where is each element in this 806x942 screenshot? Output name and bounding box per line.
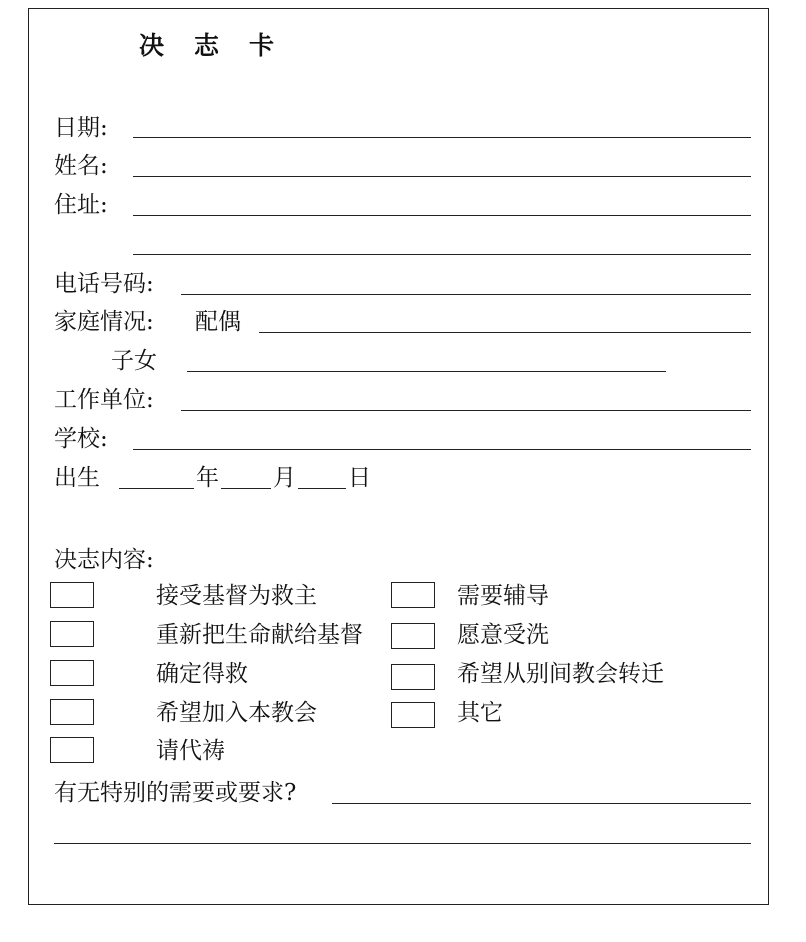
checkbox-rededicate[interactable] bbox=[50, 621, 94, 647]
option-baptism: 愿意受洗 bbox=[457, 622, 549, 648]
decision-card bbox=[28, 8, 769, 905]
option-transfer: 希望从别间教会转迁 bbox=[457, 661, 664, 687]
children-label: 子女 bbox=[111, 348, 157, 374]
birth-day-field[interactable] bbox=[298, 488, 346, 489]
birth-month-field[interactable] bbox=[221, 488, 271, 489]
day-label: 日 bbox=[348, 465, 371, 491]
name-label: 姓名: bbox=[54, 153, 108, 179]
checkbox-counseling[interactable] bbox=[391, 582, 435, 608]
work-label: 工作单位: bbox=[54, 387, 154, 413]
phone-label: 电话号码: bbox=[54, 271, 154, 297]
work-field[interactable] bbox=[181, 410, 751, 411]
special-request-field[interactable] bbox=[332, 803, 751, 804]
date-field[interactable] bbox=[133, 137, 751, 138]
checkbox-other[interactable] bbox=[391, 702, 435, 728]
school-label: 学校: bbox=[54, 426, 108, 452]
decision-heading: 决志内容: bbox=[54, 547, 154, 573]
option-prayer: 请代祷 bbox=[156, 738, 225, 764]
spouse-label: 配偶 bbox=[195, 309, 241, 335]
special-request-label: 有无特别的需要或要求? bbox=[54, 780, 297, 806]
option-rededicate: 重新把生命献给基督 bbox=[156, 622, 363, 648]
checkbox-assurance[interactable] bbox=[50, 660, 94, 686]
option-join-church: 希望加入本教会 bbox=[156, 700, 317, 726]
address-label: 住址: bbox=[54, 192, 108, 218]
date-label: 日期: bbox=[54, 115, 108, 141]
name-field[interactable] bbox=[133, 176, 751, 177]
option-assurance: 确定得救 bbox=[156, 661, 248, 687]
family-label: 家庭情况: bbox=[54, 309, 154, 335]
address-field-1[interactable] bbox=[133, 215, 751, 216]
option-counseling: 需要辅导 bbox=[457, 583, 549, 609]
phone-field[interactable] bbox=[181, 294, 751, 295]
checkbox-prayer[interactable] bbox=[50, 737, 94, 763]
year-label: 年 bbox=[196, 465, 219, 491]
school-field[interactable] bbox=[133, 449, 751, 450]
month-label: 月 bbox=[273, 465, 296, 491]
address-field-2[interactable] bbox=[133, 254, 751, 255]
option-other: 其它 bbox=[457, 700, 503, 726]
special-request-field-2[interactable] bbox=[54, 843, 751, 844]
checkbox-accept-christ[interactable] bbox=[50, 582, 94, 608]
birth-year-field[interactable] bbox=[119, 488, 194, 489]
card-title: 决志卡 bbox=[139, 31, 305, 60]
option-accept-christ: 接受基督为救主 bbox=[156, 583, 317, 609]
birth-label: 出生 bbox=[54, 465, 100, 491]
checkbox-transfer[interactable] bbox=[391, 664, 435, 690]
checkbox-join-church[interactable] bbox=[50, 699, 94, 725]
children-field[interactable] bbox=[187, 371, 666, 372]
spouse-field[interactable] bbox=[259, 332, 751, 333]
checkbox-baptism[interactable] bbox=[391, 623, 435, 649]
